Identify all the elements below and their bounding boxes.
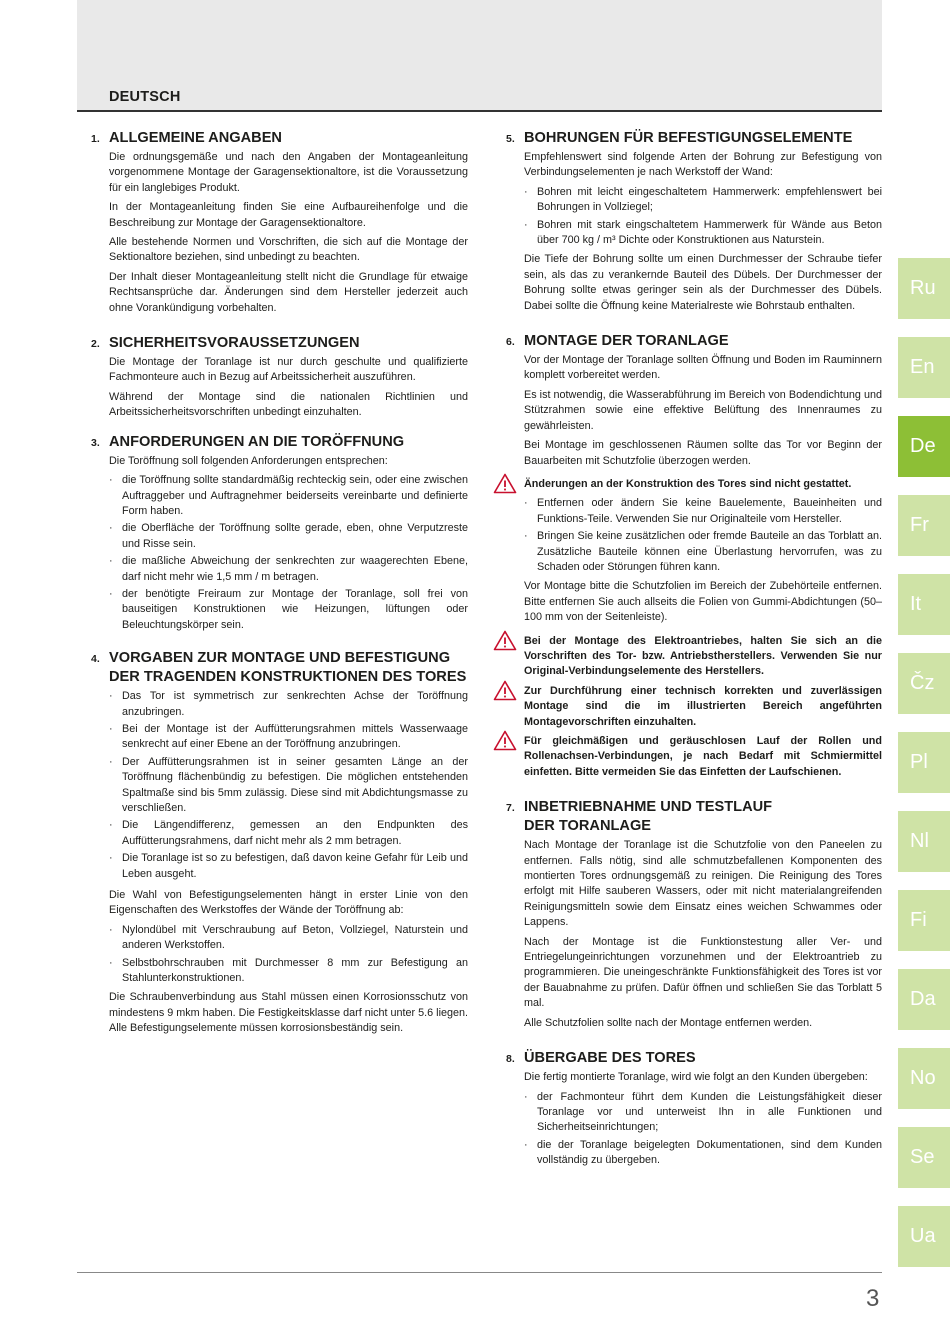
list-item: · der Fachmonteur führt dem Kunden die Leistungsfähigkeit dieser Toranlage vor und unterweist Ihn in alle Funktionen und Sicherheitseinrichtungen; — [524, 1090, 882, 1136]
bullet-list — [109, 473, 468, 633]
tab-fi[interactable]: Fi — [898, 890, 950, 951]
tab-no[interactable]: No — [898, 1048, 950, 1109]
tab-ru[interactable]: Ru — [898, 258, 950, 319]
paragraph: Die fertig montierte Toranlage, wird wie folgt an den Kunden übergeben: — [524, 1071, 868, 1084]
page-number: 3 — [866, 1285, 880, 1312]
paragraph: Die Toröffnung soll folgenden Anforderungen entsprechen: — [109, 454, 388, 467]
section-number: 4. — [91, 653, 100, 666]
paragraph: Es ist notwendig, die Wasserabführung im Bereich von Bodendichtung und Stützrahmen sowie eine effektive Belüftung des Innenraumes zu gewährleisten. — [524, 388, 882, 432]
list-item: · Das Tor ist symmetrisch zur senkrechten Achse der Toröffnung anzubringen. — [109, 689, 468, 720]
section-1 — [80, 129, 468, 316]
list-item: · Entfernen oder ändern Sie keine Bauelemente, Baueinheiten und Funktions-Teile. Verwenden Sie nur Originalteile vom Hersteller. — [524, 496, 882, 527]
warning-text: Bei der Montage des Elektroantriebes, halten Sie sich an die Vorschriften des Tor- bzw. Antriebstherstellers. Verwenden Sie nur Original-Verbindungselemente des Herstellers. — [524, 634, 882, 678]
tab-it[interactable]: It — [898, 574, 950, 635]
section-6 — [495, 332, 882, 780]
list-item: · die der Toranlage beigelegten Dokumentationen, sind dem Kunden vollständig zu übergeben. — [524, 1138, 882, 1169]
paragraph: Die Tiefe der Bohrung sollte um einen Durchmesser der Schraube tiefer sein, als das zu verankernde Bauteil des Dübels. Der Durchmesser der Bohrung sollte etwas geringer sein als der Durchmesser des Dübels. Dabei sollte die Öffnung keine Materialreste wie Bohrstaub enthalten. — [524, 253, 882, 312]
bullet-list — [524, 1090, 882, 1169]
bullet-list — [109, 923, 468, 987]
tab-se[interactable]: Se — [898, 1127, 950, 1188]
list-item: · der benötigte Freiraum zur Montage der Toranlage, soll frei von bauseitigen Konstruktionen wie Heizungen, lüftungen oder Beleuchtungskörper sein. — [109, 587, 468, 633]
paragraph: Nach der Montage ist die Funktionstestung aller Ver- und Entriegelungeinrichtungen vorzunehmen und der Elektroantrieb zu programmieren. Die uneingeschränkte Funktionsfähigkeit des Tores ist vor der Bauabnahme zu prüfen. Dafür öffnen und schließen Sie das Torblatt 5 mal. — [524, 935, 882, 1010]
language-heading: DEUTSCH — [109, 89, 181, 105]
tab-da[interactable]: Da — [898, 969, 950, 1030]
section-3 — [80, 433, 468, 633]
warning-text: Für gleichmäßigen und geräuschlosen Lauf der Rollen und Rollenachsen-Verbindungen, je nach Bedarf mit Schmiermittel einfetten. Bitte vermeiden Sie das Einfetten der Laufschienen. — [524, 735, 882, 778]
paragraph: In der Montageanleitung finden Sie eine Aufbaureihenfolge und die Beschreibung zur Montage der Garagensektionaltore. — [109, 201, 468, 229]
list-item: · Bei der Montage ist der Auffütterungsrahmen mittels Wasserwaage senkrecht auf einer Ebene an der Toröffnung anzubringen. — [109, 722, 468, 753]
tab-pl[interactable]: Pl — [898, 732, 950, 793]
warning-block — [524, 477, 882, 492]
section-title: VORGABEN ZUR MONTAGE UND BEFESTIGUNG DER TRAGENDEN KONSTRUKTIONEN DES TORES — [109, 650, 467, 686]
paragraph: Die Wahl von Befestigungselementen hängt in erster Linie von den Eigenschaften des Werkstoffes der Wände der Toröffnung ab: — [109, 889, 468, 917]
paragraph: Während der Montage sind die nationalen Richtlinien und Arbeitssicherheitsvorschriften unbedingt einzuhalten. — [109, 390, 468, 419]
warning-block — [524, 734, 882, 780]
list-item: · Der Auffütterungsrahmen ist in seiner gesamten Länge an der Toröffnung flächenbündig zu befestigen. Die möglichen entstehenden Spaltmaße sind bis 5mm zulässig. Diese sind mit Abdichtungsmasse zu verschließen. — [109, 755, 468, 817]
warning-block — [524, 684, 882, 730]
section-title: ALLGEMEINE ANGABEN — [109, 130, 282, 146]
section-title: MONTAGE DER TORANLAGE — [524, 333, 729, 350]
list-item: · die maßliche Abweichung der senkrechten zur waagerechten Ebene, darf nicht mehr wie 1,5 mm / m betragen. — [109, 554, 468, 585]
list-item: · Nylondübel mit Verschraubung auf Beton, Vollziegel, Naturstein und anderen Werkstoffen. — [109, 923, 468, 954]
paragraph: Die Schraubenverbindung aus Stahl müssen einen Korrosionsschutz von mindestens 9 mkm haben. Die Festigkeitsklasse darf nicht unter 5.6 liegen. Alle Befestigungselemente müssen korrosionsbeständig sein. — [109, 991, 468, 1035]
section-number: 8. — [506, 1053, 515, 1066]
list-item: · die Oberfläche der Toröffnung sollte gerade, eben, ohne Verputzreste und Risse sein. — [109, 521, 468, 552]
bullet-list — [524, 496, 882, 575]
paragraph: Die Montage der Toranlage ist nur durch geschulte und qualifizierte Fachmonteure auch in Bezug auf Arbeitssicherheit auszuführen. — [109, 356, 468, 384]
list-item: · Bringen Sie keine zusätzlichen oder fremde Bauteile an das Torblatt an. Zusätzliche Bauteile können eine Überlastung hervorrufen, was zu Schaden oder Störungen führen kann. — [524, 529, 882, 575]
footer-divider — [77, 1272, 882, 1273]
section-number: 5. — [506, 133, 515, 145]
paragraph: Alle bestehende Normen und Vorschriften, die sich auf die Montage der Sektionaltore beziehen, sind unbedingt zu beachten. — [109, 236, 468, 264]
list-item: · Bohren mit stark eingschaltetem Hammerwerk für Wände aus Beton über 700 kg / m³ Dichte oder Konstruktionen aus Naturstein. — [524, 218, 882, 249]
warning-text: Zur Durchführung einer technisch korrekten und zuverlässigen Montage sind die im illustrierten Bereich angeführten Montagevorschriften einzuhalten. — [524, 684, 882, 728]
section-8 — [495, 1049, 882, 1168]
warning-block — [524, 634, 882, 680]
header-band — [77, 0, 882, 110]
right-column — [495, 129, 882, 1173]
paragraph: Die ordnungsgemäße und nach den Angaben der Montageanleitung vorgenommene Montage der Garagensektionaltore, ist die Voraussetzung für ein langlebiges Produkt. — [109, 151, 468, 194]
paragraph: Nach Montage der Toranlage ist die Schutzfolie von den Paneelen zu entfernen. Falls nötig, sind alle schmutzbefallenen Komponenten des montierten Tores ordnungsgemäß zu reinigen. Die Reinigung des Tores erfolgt mit Hilfe sauberen Wassers, oder mit nicht materialangreifenden Reinigungsmitteln sowie dem Einsatz eines weichen Schwammes oder Lappens. — [524, 839, 882, 929]
paragraph: Bei Montage im geschlossenen Räumen sollte das Tor vor Beginn der Bauarbeiten mit Schutzfolie überzogen werden. — [524, 439, 882, 467]
section-number: 6. — [506, 336, 515, 349]
tab-fr[interactable]: Fr — [898, 495, 950, 556]
warning-icon — [493, 730, 517, 751]
section-number: 1. — [91, 133, 100, 145]
section-number: 3. — [91, 436, 100, 449]
warning-icon — [493, 680, 517, 701]
warning-icon — [493, 473, 517, 494]
section-7 — [495, 798, 882, 1031]
language-tabs — [898, 258, 950, 1285]
header-divider — [77, 110, 882, 112]
warning-icon — [493, 630, 517, 651]
paragraph: Vor der Montage der Toranlage sollten Öffnung und Boden im Rauminnern komplett vorbereitet werden. — [524, 354, 882, 382]
section-title: INBETRIEBNAHME UND TESTLAUF DER TORANLAGE — [524, 799, 773, 835]
tab-de[interactable]: De — [898, 416, 950, 477]
section-2 — [80, 334, 468, 421]
section-number: 2. — [91, 338, 100, 351]
section-title: ÜBERGABE DES TORES — [524, 1050, 696, 1067]
left-column — [80, 129, 468, 1041]
section-4 — [80, 649, 468, 1037]
paragraph: Der Inhalt dieser Montageanleitung stellt nicht die Grundlage für etwaige Rechtsansprüche dar. Änderungen sind dem Hersteller jederzeit auch ohne Vorankündigung vorbehalten. — [109, 270, 468, 314]
list-item: · Bohren mit leicht eingeschaltetem Hammerwerk: empfehlenswert bei Bohrungen in Vollziegel; — [524, 185, 882, 216]
paragraph: Vor Montage bitte die Schutzfolien im Bereich der Zubehörteile entfernen. Bitte entfernen Sie auch allseits die Folien von Gummi-Abdichtungen (50–100 mm von der Seitenleiste). — [524, 580, 882, 624]
warning-text: Änderungen an der Konstruktion des Tores sind nicht gestattet. — [524, 477, 852, 490]
section-title: BOHRUNGEN FÜR BEFESTIGUNGSELEMENTE — [524, 130, 853, 146]
paragraph: Alle Schutzfolien sollte nach der Montage entfernen werden. — [524, 1016, 813, 1029]
tab-nl[interactable]: Nl — [898, 811, 950, 872]
tab-ua[interactable]: Ua — [898, 1206, 950, 1267]
bullet-list — [524, 185, 882, 249]
section-title: SICHERHEITSVORAUSSETZUNGEN — [109, 335, 360, 352]
list-item: · Die Toranlage ist so zu befestigen, daß davon keine Gefahr für Leib und Leben ausgeht. — [109, 851, 468, 882]
list-item: · Selbstbohrschrauben mit Durchmesser 8 mm zur Befestigung an Stahlunterkonstruktionen. — [109, 956, 468, 987]
list-item: · die Toröffnung sollte standardmäßig rechteckig sein, oder eine zwischen Auftraggeber und Auftragnehmer beiderseits vereinbarte und definierte Form haben. — [109, 473, 468, 519]
section-number: 7. — [506, 802, 515, 815]
paragraph: Empfehlenswert sind folgende Arten der Bohrung zur Befestigung von Verbindungselementen je nach Werkstoff der Wand: — [524, 151, 882, 179]
section-5 — [495, 129, 882, 314]
section-title: ANFORDERUNGEN AN DIE TORÖFFNUNG — [109, 433, 405, 450]
tab-cz[interactable]: Čz — [898, 653, 950, 714]
tab-en[interactable]: En — [898, 337, 950, 398]
bullet-list — [109, 689, 468, 882]
list-item: · Die Längendifferenz, gemessen an den Endpunkten des Auffütterungsrahmens, darf nicht mehr als 2 mm betragen. — [109, 818, 468, 849]
